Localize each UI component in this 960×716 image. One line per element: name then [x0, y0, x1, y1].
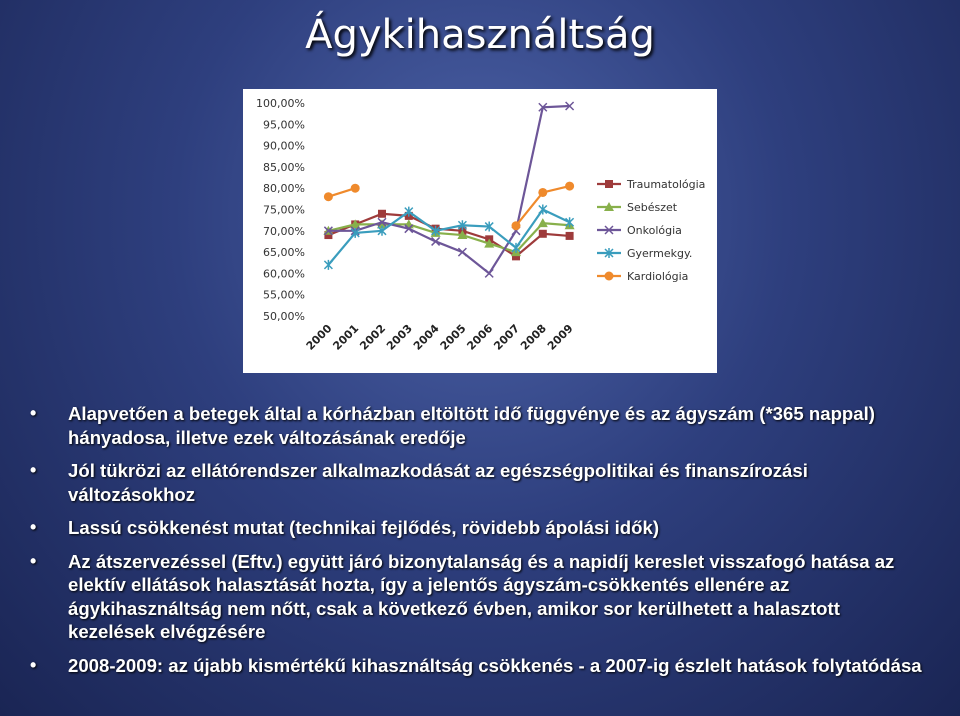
y-tick-label: 100,00% [256, 97, 305, 110]
x-tick-label: 2000 [303, 321, 335, 353]
slide-title: Ágykihasználtság [305, 12, 655, 58]
bullet-text: Jól tükrözi az ellátórendszer alkalmazkodását az egészségpolitikai és finanszírozási változásokhoz [68, 460, 808, 505]
x-tick-label: 2002 [357, 321, 389, 353]
bullet-icon: • [30, 550, 37, 571]
legend-label: Gyermekgy. [627, 247, 693, 260]
bullet-item [30, 459, 930, 506]
x-tick-label: 2003 [384, 321, 415, 353]
bullet-item [30, 550, 930, 644]
line-chart [243, 89, 717, 373]
data-point [378, 210, 386, 218]
y-tick-label: 95,00% [263, 118, 305, 132]
data-point [565, 182, 574, 191]
data-point [324, 192, 333, 201]
y-tick-label: 65,00% [263, 246, 305, 260]
y-tick-label: 50,00% [263, 310, 305, 323]
data-point [512, 221, 521, 230]
bullet-icon: • [30, 517, 37, 537]
x-tick-label: 2008 [518, 321, 549, 353]
x-tick-label: 2005 [437, 321, 469, 353]
legend-label: Onkológia [627, 224, 682, 237]
chart-svg [243, 89, 717, 373]
x-tick-label: 2001 [330, 321, 362, 353]
x-tick-label: 2006 [464, 321, 496, 353]
bullet-text: Lassú csökkenést mutat (technikai fejlődés, rövidebb ápolási idők) [68, 517, 660, 538]
bullet-text: Alapvetően a betegek által a kórházban eltöltött idő függvénye és az ágyszám (*365 nappal) hányadosa, illetve ezek változásának eredője [68, 403, 875, 448]
legend-label: Sebészet [627, 201, 678, 214]
data-point [539, 230, 547, 238]
y-tick-label: 90,00% [263, 139, 305, 153]
bullet-text: Az átszervezéssel (Eftv.) együtt járó bizonytalanság és a napidíj kereslet visszafogó hatása az elektív ellátások halasztását hozta, így a jelentős ágyszám-csökkentés ellenére az ágykihasználtság nem nőtt, csak a következő évben, amikor sor kerülhetett a halasztott kezelések elvégzésére [68, 550, 895, 642]
data-point [566, 232, 574, 240]
legend-label: Traumatológia [627, 178, 706, 191]
bullet-item [30, 654, 930, 678]
legend-label: Kardiológia [627, 270, 689, 283]
y-tick-label: 75,00% [263, 203, 305, 217]
data-point [539, 205, 547, 215]
data-point [405, 207, 413, 217]
y-tick-label: 85,00% [263, 160, 305, 174]
data-point [485, 269, 493, 277]
bullet-icon: • [30, 460, 37, 480]
bullet-item [30, 516, 930, 540]
data-point [605, 180, 613, 188]
x-tick-label: 2004 [410, 321, 442, 353]
bullet-list [30, 402, 930, 687]
bullet-icon: • [30, 403, 37, 423]
bullet-text: 2008-2009: az újabb kismértékű kihasználtság csökkenés - a 2007-ig észlelt hatások folytatódása [68, 654, 922, 676]
data-point [538, 188, 547, 197]
data-point [324, 260, 332, 270]
bullet-item [30, 402, 930, 449]
data-point [605, 272, 614, 281]
y-tick-label: 70,00% [263, 224, 305, 238]
series-line [328, 210, 569, 265]
y-tick-label: 80,00% [263, 182, 305, 196]
y-tick-label: 60,00% [263, 267, 305, 281]
data-point [566, 217, 574, 227]
data-point [351, 184, 360, 193]
y-tick-label: 55,00% [263, 288, 305, 302]
bullet-icon: • [30, 654, 37, 675]
x-tick-label: 2009 [544, 321, 576, 353]
series-line [328, 106, 569, 273]
x-tick-label: 2007 [491, 321, 523, 353]
